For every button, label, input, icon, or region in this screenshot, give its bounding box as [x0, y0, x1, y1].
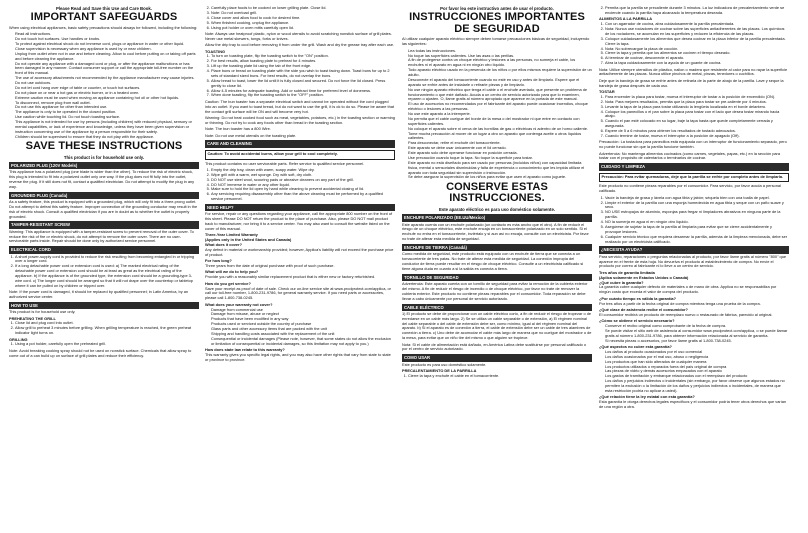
list-item: • Consequential or incidental damages (Please note, however, that some states do not allow the exclusion or limitation of consequential or incidental damages, so this limitation may not apply to you.): [211, 337, 395, 347]
list-item: • Los productos que han sido alterados de cualquier manera: [605, 360, 789, 365]
list-item: 1. Vacíe la bandeja de grasa y lávela con agua tibia y jabón; séquela bien con una toalla de papel.: [605, 196, 789, 201]
warranty-question: ¿Qué aspectos no cubre esta garantía?: [599, 344, 672, 349]
cord-text-es: 1) El producto se debe de proporcionar con un cable eléctrico corto, a fin de reducir el riesgo de tropezar o de enredarse en un cable más largo. 2) Se se utiliza un cable separable o de extensión, a) El régimen nominal del cable separable o del cable de extensión debe ser, como mínimo, igual al del régimen nominal del aparato. b) Si el aparato es de conexión a tierra, el cable de extensión debe ser un cable de tres alambres de conexión a tierra. c) Uno debe de acomodar el cable más largo de manera que no cuelgue del mostrador o de la mesa, para evitar que un niño tire del mismo o que alguien se tropiece.: [402, 310, 592, 341]
list-item: • Glass parts and other accessory items that are packed with the unit: [211, 327, 395, 332]
list-item: • The appliance is only to be operated in the closed position.: [15, 110, 199, 115]
list-item: • Este aparato se debe usar únicamente con el lid cerrado.: [408, 146, 592, 151]
tamper-screw-heading-es: TORNILLO DE SEGURIDAD: [402, 274, 592, 281]
list-item: • Close supervision is necessary when any appliance is used by or near children.: [15, 47, 199, 52]
grilling-heading-es: ALIMENTOS A LA PARRILLA: [599, 16, 653, 22]
list-item: • No use este aparato a la intemperie.: [408, 112, 592, 117]
list-item: • No permita que el cable cuelgue del borde de la mesa o del mostrador ni que entre en contacto con superficies calientes.: [408, 117, 592, 127]
grounded-plug-text: As a safety feature, this product is equipped with a grounded plug, which will only fit into a three-prong outlet. Do not attempt to defeat this safety feature. Improper connection of the grounding conductor may result in the risk of electric shock. Consult a qualified electrician if you are in doubt as to whether the outlet is properly grounded.: [9, 198, 198, 219]
warranty-answer: Save your receipt as proof of date of sale. Check our on-line service site at www.prodprotect.com/applica, or call our toll-free number, 1-800-231-9786, for general warranty service. If you need parts or accessories, please call 1-800-738-0245.: [205, 285, 391, 301]
cord-note-es: Nota: Si el cable de alimentación está dañado, en América Latina debe sustituirse por personal calificado o por el centro de servicio autorizado.: [402, 341, 587, 352]
not-covered-list: [205, 308, 395, 347]
warranty-question: ¿Qué clase de asistencia recibe el consumidor?: [599, 306, 688, 312]
list-item: • Este aparato solo debe operarse funcionar en posición cerrada.: [408, 151, 592, 156]
list-item: • Damage from commercial use: [211, 308, 395, 313]
list-item: • No use ningún aparato eléctrico que tenga el cable o el enchufe averiado, que presente un problema de funcionamiento o que esté dañado. Acuda a un centro de servicio autorizado para que lo examinen, reparen o ajusten. O, llame gratis al número apropiado que aparece en la portada de este manual.: [408, 88, 592, 103]
list-item: • Todo aparato eléctrico usado en la presencia de los niños o por ellos mismos requiere la supervisión de un adulto.: [408, 68, 592, 78]
grilling-note: Note: Avoid breaking cooking spray should not be used on nonstick surface. Chemicals that allow spray to come out of a can build up on surface of grill plates and reduce their efficiency.: [9, 347, 192, 358]
list-item: • Do not operate any appliance with a damaged cord or plug, or after the appliance malfunctions or has been damaged in any manner. Contact consumer support or call the appropriate toll-free number on the front of this manual.: [15, 62, 199, 77]
list-item: • Los daños al producto ocasionados por el uso comercial: [605, 350, 789, 355]
list-item: • Use precaución cuando toque la tapa. No toque la superficie para tostar.: [408, 156, 592, 161]
list-item: • Los daños ocasionados por el mal uso, abuso o negligencia: [605, 355, 789, 360]
list-item: • Unplug from outlet when not in use and before cleaning. Allow to cool before putting on or taking off parts and before cleaning the appliance.: [15, 52, 199, 62]
list-item: • To protect against electrical shock do not immerse cord, plugs or appliance in water or other liquid.: [15, 42, 199, 47]
preheat-list: [9, 321, 199, 336]
care-cleaning-heading-es: CUIDADO Y LIMPIEZA: [599, 163, 789, 170]
household-use-note: This product is for household use only.: [63, 154, 145, 160]
toasting-list: [205, 54, 395, 98]
grounded-plug-text-es: Como medida de seguridad, este producto está equipado con un enchufe de tierra que se conecta a un tomacorriente de tres patas. No trate de alterar esta medida de seguridad. La conexión impropia del conductor de tierra puede resultar en el riesgo de choque eléctrico. Consulte a un electricista calificado si tiene alguna duda en cuanto a si la salida es conecta a tierra.: [402, 251, 584, 271]
save-instructions-title: SAVE THESE INSTRUCTIONS: [25, 140, 183, 153]
list-item: 2. Nota: Para mejores resultados, permita que la placa para tostar se pre-caliente por 4 minutos.: [605, 100, 789, 105]
list-item: 5. When finished cooking, unplug the appliance.: [211, 21, 395, 26]
save-instructions-title-es: CONSERVE ESTAS INSTRUCCIONES.: [446, 180, 548, 205]
list-item: • Do not touch hot surfaces. Use handles or knobs.: [15, 37, 199, 42]
safeguards-title-es: INSTRUCCIONES IMPORTANTES DE SEGURIDAD: [409, 11, 585, 35]
list-item: 2. Limpie el exterior de la parrilla con una esponja humedecida en agua tibia y seque con un paño suave y seco.: [605, 201, 789, 211]
list-item: 6. Cualquier servicio técnico que requiera desarmar la parrilla, además de la limpieza mencionada, debe ser realizado por un electricista calificado.: [605, 235, 789, 245]
warranty-answer: Any defect in material or workmanship provided; however, Applica's liability will not exceed the purchase price of product.: [205, 246, 394, 257]
care-intro: This product contains no user serviceable parts. Refer service to qualified service personnel.: [205, 160, 365, 166]
list-item: 7. When done toasting, flip the toasting switch to the "OFF" position.: [211, 93, 395, 98]
list-item: • Shipping and handling costs associated with the replacement of the unit: [211, 332, 395, 337]
toaster-warning: Warning: Do not heat cooked food such as meat, vegetables, potatoes, etc.) in the toasting section or warming or thinning. Do not try to cook any foods other than bread in the toasting section.: [205, 114, 395, 125]
list-item: 4. Place buns or bread on toasting plate with the side you wish to toast facing down. Toast buns for up to 2 sets of standard sized buns. For best results, do not overlap the buns.: [211, 69, 395, 79]
drip-tray-note-es: Deje que la bandeja de grasa se enfríe antes de retirarla de la parte de abajo de la parrilla. Lave y seque la bandeja de grasa después de cada uso.: [599, 77, 784, 88]
column-english-use-care: [205, 6, 395, 530]
list-item: 4. Close cover and allow food to cook for desired time.: [211, 16, 395, 21]
warranty-subheading: (Applies only in the United States and Canada): [205, 237, 292, 243]
list-item: 1. To turn on toasting plate, flip the toasting switch to the "ON" position.: [211, 54, 395, 59]
list-item: • This appliance is not intended for use by persons (including children) with reduced physical, sensory or mental capabilities, or lack of experience and knowledge, unless they have been given supervision or instruction concerning use of the appliance by a person responsible for their safety.: [15, 120, 199, 135]
warranty-answer: Three years from the date of original purchase with proof of such purchase.: [205, 263, 335, 268]
list-item: • Se puede visitar el sitio web de asistencia al consumidor www.prodprotect.com/applica, o se puede llamar gratis al número 1-800-231-9786, para obtener información relacionada al servicio de garantía.: [605, 329, 789, 339]
warranty-answer: El consumidor recibirá un producto de reemplazo nuevo o restaurado de fábrica, parecido al original.: [599, 311, 773, 317]
list-item: • Damage from misuse, abuse or neglect: [211, 312, 395, 317]
list-item: 2. Permita que la parrilla se precaliente durante 3 minutos. La luz indicadora de precalentamiento verde se enciende cuando la parrilla haya alcanzado la temperatura deseada.: [605, 6, 789, 16]
list-item: 4. DO NOT immerse in water or any other liquid.: [211, 183, 395, 188]
toasting-heading-es: TOSTAR: [599, 89, 615, 94]
warranty-answer: La garantía cubre cualquier defecto de materiales o de mano de obra. Applica no se responsabiliza por ningún costo que exceda el valor de compra del producto.: [599, 284, 777, 295]
list-item: • To disconnect, remove plug from wall outlet.: [15, 101, 199, 106]
safeguards-list: [9, 32, 199, 139]
list-item: 5. Cierre la tapa y permita que los alimentos se cocinen el tiempo deseado.: [605, 51, 789, 56]
utensil-note-es: Nota: Utilice siempre utensilios de plástico, nailon o madera que resistente al calor para no rayar la superficie antiadherente de las placas. Nunca utilice pinchos de metal, pinzas, tenedores o cuchillos.: [599, 66, 788, 77]
warranty-question: How does state law relate to this warranty?: [205, 347, 285, 352]
grilling-list: [9, 342, 199, 347]
how-to-use-text: This product is for household use only.: [9, 309, 76, 315]
list-item: 7. Abra la tapa cuidadosamente con la ayuda de un guante de cocina.: [605, 61, 789, 66]
list-item: • A fin de protegerse contra un choque eléctrico y lesiones a las personas, no sumerja el cable, los enchufes ni el aparato en agua ni en ningún otro líquido.: [408, 58, 592, 68]
list-item: 3. Levante la tapa de la placa para tostar utilizando la lengüeta localizada en el borde delantero.: [605, 105, 789, 110]
list-item: 1. Para encender la placa para tostar, mueva el interruptor de tostar a la posición de encendido (ON).: [605, 95, 789, 100]
grilling-heading: GRILLING: [9, 336, 28, 342]
not-covered-list-es: [599, 350, 789, 394]
metal-utensil-note: Note: Do not use metal utensils on the toasting plate.: [205, 132, 297, 138]
column-spanish-use-care: [599, 6, 789, 530]
list-item: 2. Nota: Nunca use rociadores de cocinar sobre las superficies antiadherentes de las placas. Los químicos de los rociadores, se acumulan en las superficies y reducen la eficiencia de las placas.: [605, 27, 789, 37]
care-list-es: [599, 196, 789, 245]
care-caution-box: Caution: To avoid accidental burns, allow your grill to cool completely.: [205, 150, 395, 160]
warranty-question: What does it cover?: [205, 242, 242, 247]
need-help-text: For service, repair or any questions regarding your appliance, call the appropriate 800 number on the front of this sheet. Please DO NOT return the product to the place of purchase. Also, please DO NOT mail product back to manufacturer, nor bring it to a service center. You may also want to consult the website listed on the cover of this manual.: [205, 211, 393, 231]
warranty-question: What does your warranty not cover?: [205, 301, 273, 307]
list-item: • Si necesita piezas o accesorios, por favor llame gratis al 1-800-738-0245.: [605, 339, 789, 344]
polarized-plug-text-es: Este aparato cuenta con un enchufe polarizado (un contacto es más ancho que el otro). A fin de reducir el riesgo de un choque eléctrico, este enchufe encaja en un tomacorriente polarizado en un solo sentido. Si el enchufe no entra en el tomacorriente, inviértalo y si aun así no encaja, consulte con un electricista. Por favor no trate de alterar esta medida de seguridad.: [402, 221, 589, 242]
list-item: • Tome mucha precaución al mover de un lugar a otro un aparato que contenga aceite u otros líquidos calientes.: [408, 132, 592, 142]
how-to-use-heading-es: COMO USAR: [402, 354, 592, 361]
list-item: 6. Using pot holder or oven mitts carefully open lid.: [211, 26, 395, 31]
list-item: • No toque las superficies calientes. Use las asas o las perillas.: [408, 54, 592, 59]
warranty-question: For how long?: [205, 258, 232, 264]
read-and-save-note: Please Read and Save this Use and Care Book.: [55, 6, 152, 11]
list-item: • The use of accessory attachments not recommended by the appliance manufacturer may cause injuries.: [15, 76, 199, 81]
list-item: 2. Carefully place foods to be cooked on lower grilling plate. Close lid.: [211, 6, 395, 11]
need-help-heading: NEED HELP?: [205, 204, 395, 211]
list-item: • Do not let cord hang over edge of table or counter, or touch hot surfaces.: [15, 86, 199, 91]
warranty-question: ¿Qué relación tiene la ley estatal con esta garantía?: [599, 394, 695, 400]
read-note-es: Por favor lea este instructivo antes de usar el producto.: [440, 6, 554, 11]
warranty-subheading-es: (Aplica solamente en Estados Unidos o Canadá): [599, 274, 689, 280]
list-item: 6. Any servicing requiring disassembly other than the above cleaning must be performed by a qualified service personnel.: [211, 192, 395, 202]
list-item: • El uso de accesorios no recomendados por el fabricante del aparato puede ocasionar incendios, choque eléctrico o lesiones a las personas.: [408, 102, 592, 112]
list-item: 3. Note: Do not overload grill.: [211, 11, 395, 16]
list-item: • No coloque el aparato sobre ni cerca de las hornillas de gas o eléctricas ni adentro de un horno caliente.: [408, 127, 592, 132]
list-item: 3. Lift up the toasting plate lid using the tab of the front edge.: [211, 64, 395, 69]
warranty-answer: Por tres años a partir de la fecha original de compra mientras tenga una prueba de la compra.: [599, 300, 761, 306]
cord-note: Note: If the power cord is damaged, it should be replaced by qualified personnel; in Latin America, by an authorized service center.: [9, 289, 189, 300]
toasting-heading: TOASTING: [205, 48, 226, 54]
polarized-plug-heading-es: ENCHUFE POLARIZADO (EE.UU/Mexico): [402, 214, 592, 221]
list-item: • Los gastos de tramitación y embarque relacionados con el reemplazo del producto: [605, 374, 789, 379]
tamper-screw-text-es: Advertencia: Este aparato cuenta con un tornillo de seguridad para evitar la remoción de la cubierta exterior del mismo. A fin de reducir el riesgo de incendio o de choque eléctrico, por favor no trate de remover la cubierta exterior. Este producto no contiene piezas reparables por el consumidor. Toda reparación se debe llevar a cabo únicamente por personal de servicio autorizado.: [402, 281, 588, 301]
list-item: 6. Espere de 5 a 6 minutos para obtener los resultados de tostado adecuados.: [605, 129, 789, 134]
list-item: • Lea todas las instrucciones.: [408, 49, 592, 54]
column-spanish-safeguards: [402, 6, 592, 530]
tamper-screw-heading: TAMPER-RESISTANT SCREW: [9, 221, 199, 228]
list-item: • Products that have been modified in any way: [211, 317, 395, 322]
how-to-use-text-es: Este producto es para uso doméstico solamente.: [402, 361, 487, 367]
list-item: 3. Coloque cuidadosamente los alimentos que desea cocinar en la placa inferior de la parrilla precalentada. Cierre la tapa.: [605, 37, 789, 47]
toasting-list-es: [599, 95, 789, 139]
safeguards-title: IMPORTANT SAFEGUARDS: [30, 11, 178, 24]
list-item: • Read all instructions.: [15, 32, 199, 37]
warranty-question: ¿Qué cubre la garantía?: [599, 279, 644, 285]
preheating-heading-es: PRECALENTAMIENTO DE LA PARRILLA: [402, 367, 477, 373]
toaster-caution-es: Precaución: La tostadora para panecillos está equipada con un interruptor de funcionamiento separado, pero no puede funcionar sin que la parrilla funcione también.: [599, 139, 787, 150]
list-item: • Do not use outdoors.: [15, 81, 199, 86]
care-caution-box-es: Precaución: Para evitar quemaduras, deje que la parrilla se enfríe por completo antes de limpiarla.: [599, 173, 789, 183]
column-english-safeguards: [9, 6, 199, 530]
list-item: • Desconecte el aparato del tomacorriente cuando no esté en uso y antes de limpiarlo. Espere que el aparato se enfríe antes de instalarle o retirarle piezas y de limpiarlo.: [408, 78, 592, 88]
list-item: 6. Al terminar de cocinar, desconecte el aparato.: [605, 56, 789, 61]
cord-list: [9, 255, 199, 289]
list-item: 2. If a long detachable power cord or extension cord is used: a) The marked electrical rating of the detachable power cord or extension cord should be at least as great as the electrical rating of the appliance. b) If the appliance is of the grounded type, the extension cord should be a grounding-type 3-wire cord. c) The longer cord should be arranged so that it will not drape over the countertop or tabletop where it can be pulled on by children or tripped over.: [15, 264, 199, 288]
drip-tray-note: Allow the drip tray to cool before removing it from under the grill. Wash and dry the grease tray after each use.: [205, 42, 395, 48]
list-item: 4. NO la sumerja en agua ni en ningún otro líquido.: [605, 220, 789, 225]
preheat-continued-es: [599, 6, 789, 16]
list-item: • Conserve el recibo original como comprobante de la fecha de compra.: [605, 324, 789, 329]
grounded-plug-heading: GROUNDED PLUG (Canada): [9, 192, 199, 199]
list-item: 5. Cuando el pan esté colocado en su lugar, baje la tapa hasta que quede completamente cerrada y asegurada.: [605, 119, 789, 129]
tamper-screw-text: Warning: This appliance is equipped with a tamper-resistant screw to prevent removal of the outer cover. To reduce the risk of fire or electric shock, do not attempt to remove the outer cover. There are no user-serviceable parts inside. Repair should be done only by authorized service personnel.: [9, 228, 194, 244]
bun-toaster-note: Note: The bun toaster has a 800 Wire.: [205, 126, 271, 132]
preheating-heading: PREHEATING THE GRILL: [9, 315, 56, 321]
list-item: 4. Nota: No sobrecargue la placa de cocción.: [605, 47, 789, 52]
preheat-list-es: [402, 374, 592, 379]
warranty-question: ¿Por cuánto tiempo es válida la garantía?: [599, 295, 676, 301]
list-item: • Do not place on or near a hot gas or electric burner, or in a heated oven.: [15, 91, 199, 96]
care-intro-es: Este producto no contiene piezas reparables por el consumidor. Para servicio, por favor acuda a personal calificado.: [599, 183, 781, 194]
list-item: • Extreme caution must be used when moving an appliance containing hot oil or other hot liquids.: [15, 96, 199, 101]
list-item: 1. A short power-supply cord is provided to reduce the risk resulting from becoming entangled in or tripping over a longer cord.: [15, 255, 199, 265]
list-item: 1. Con un agarrador de cocina, abra cuidadosamente la parrilla precalentada.: [605, 22, 789, 27]
list-item: 3. NO USE estropajos de aluminio, esponjas para fregar ni limpiadores abrasivos en ninguna parte de la parrilla.: [605, 210, 789, 220]
safeguards-intro: When using electrical appliances, basic safety precautions should always be followed, including the following:: [9, 24, 198, 30]
list-item: • Se debe asegurar la supervisión de los niños para evitar que usen el aparato como juguete.: [408, 175, 592, 180]
warranty-question: What will we do to help you?: [205, 269, 259, 275]
list-item: • Do not use this appliance for other than intended use.: [15, 105, 199, 110]
list-item: 1. Using a pot holder, carefully open the preheated grill.: [15, 342, 199, 347]
warranty-answer: Esta garantía le otorga derechos legales específicos y el consumidor podría tener otros derechos que varían de una región a otra.: [599, 399, 787, 409]
warranty-answer: This warranty gives you specific legal rights, and you may also have other rights that vary from state to state or province to province.: [205, 351, 391, 362]
warranty-question: How do you get service?: [205, 280, 251, 286]
list-item: 7. Cuando termine de tostar, mueva el interruptor a la posición de apagado (Off).: [605, 134, 789, 139]
safeguards-intro-es: Al utilizar cualquier aparato eléctrico siempre deben tomarse precauciones básicas de seguridad, incluyendo las siguientes:: [402, 36, 590, 47]
electrical-cord-heading-es: CABLE ELÉCTRICO: [402, 304, 592, 311]
polarized-plug-heading: POLARIZED PLUG (120V Models): [9, 162, 199, 169]
grilling-list-es: [599, 22, 789, 66]
electrical-cord-heading: ELECTRICAL CORD: [9, 246, 199, 253]
list-item: 5. Allow bread to toast, lower the lid until it is fully closed and secured. Do not force the lid closed. Press gently to close lid.: [211, 79, 395, 89]
list-item: 6. Allow 4-5 minutes for adequate toasting. Add or subtract time for preferred level of doneness.: [211, 89, 395, 94]
warranty-heading-es: Tres años de garantía limitada: [599, 269, 655, 275]
need-help-heading-es: ¿NECESITA AYUDA?: [599, 246, 789, 253]
care-list: [205, 168, 395, 202]
list-item: • Para desconectar, retire el enchufe del tomacorriente.: [408, 141, 592, 146]
list-item: 3. DO NOT use steel wool, scouring pads or abrasive cleaners on any part of the grill.: [211, 178, 395, 183]
list-item: 4. Coloque los panecillos o el pan sobre la placa para tostar con el lado que desea tostar mirando hacia abajo.: [605, 110, 789, 120]
list-item: • Children should be supervised to ensure that they do not play with the appliance.: [15, 135, 199, 140]
list-item: 5. Asegúrese de sujetar la tapa de la parrilla al limpiarla para evitar que se cierre accidentalmente y provoque lesiones.: [605, 225, 789, 235]
service-list-es: [599, 324, 789, 344]
toaster-warning-es: Advertencia: No mantenga alimentos cocinados (como carnes, vegetales, papas, etc.) en la sección para tostar con el propósito de calentarlos o terminarlos de cocinar.: [599, 150, 781, 161]
grounded-plug-heading-es: ENCHUFE DE TIERRA (Canadá): [402, 244, 592, 251]
safeguards-list-es: [402, 49, 592, 181]
list-item: 2. Allow grill to preheat 3 minutes before grilling. When grilling temperature is reached, the green preheat indicator light turns on.: [15, 326, 199, 336]
care-cleaning-heading: CARE AND CLEANING: [205, 140, 395, 147]
list-item: 1. Empty the drip tray, clean with warm, soapy water. Wipe dry.: [211, 168, 395, 173]
warranty-heading: Three-Year Limited Warranty: [205, 232, 258, 238]
list-item: • Las piezas de vidrio y demás accesorios empacados con el aparato: [605, 369, 789, 374]
list-item: 2. Wipe grill with a warm, wet sponge. Dry with soft, dry cloth.: [211, 173, 395, 178]
household-use-note-es: Este aparato eléctrico es para uso doméstico solamente.: [438, 206, 556, 212]
list-item: • Use caution while touching lid. Do not touch toasting surface.: [15, 115, 199, 120]
how-to-use-heading: HOW TO USE: [9, 302, 199, 309]
list-item: • Los productos utilizados o reparados fuera del país original de compra: [605, 365, 789, 370]
warranty-answer: Provide you with a reasonably similar replacement product that is either new or factory refurbished.: [205, 274, 376, 280]
polarized-plug-text: This appliance has a polarized plug (one blade is wider than the other). To reduce the risk of electric shock, this plug is intended to fit into a polarized outlet only one way. If the plug does not fit fully into the outlet, reverse the plug. If it still does not fit, contact a qualified electrician. Do not attempt to modify the plug in any way.: [9, 169, 195, 189]
list-item: • Los daños y perjuicios indirectos o incidentales (sin embargo, por favor observe que algunos estados no permiten la exclusión o la limitación de los daños y perjuicios indirectos o incidentales, de manera que esta restricción podría no aplicar a usted).: [605, 379, 789, 394]
toaster-caution: Caution: The bun toaster has a separate electrical switch and cannot be operated without the cord plugged into an outlet. If you want to toast bread, but do not want to use the grill, it is ok to do so. Please be aware that the contact grill surface will be ON and will become very hot.: [205, 98, 395, 114]
list-item: • Products used or serviced outside the country of purchase: [211, 322, 395, 327]
list-item: 1. Close lid and plug cord into outlet.: [15, 321, 199, 326]
grilling-continued-list: [205, 6, 395, 30]
list-item: 5. Make sure to hold the lid open by hand while cleaning to prevent accidental closing of lid.: [211, 187, 395, 192]
list-item: 1. Cierre la tapa y enchufe el cable en el tomacorriente.: [408, 374, 592, 379]
list-item: • Este aparato no está diseñado para ser usado por personas (incluidos niños) con capacidad limitada física, mental o sensoriales disminuidas y falta de experiencia o conocimiento que les impida utilizar el aparato con toda seguridad sin supervisión o instrucción.: [408, 161, 592, 176]
warranty-question: ¿Cómo se obtiene el servicio necesario?: [599, 318, 675, 324]
list-item: 2. For best results, allow toasting plate to preheat for 4 minutes.: [211, 59, 395, 64]
utensil-note: Note: Always use heatproof plastic, nylon or wood utensils to avoid scratching nonstick surface of grill plates. Never use metal skewers, tongs, forks or knives.: [205, 30, 392, 41]
need-help-text-es: Para servicio, reparaciones o preguntas relacionadas al producto, por favor llame gratis al número "800" que aparece en el frente de esta hoja. No devuelva el producto al establecimiento de compra. No envíe el producto por correo al fabricante ni lo lleve a un centro de servicio.: [599, 253, 787, 269]
